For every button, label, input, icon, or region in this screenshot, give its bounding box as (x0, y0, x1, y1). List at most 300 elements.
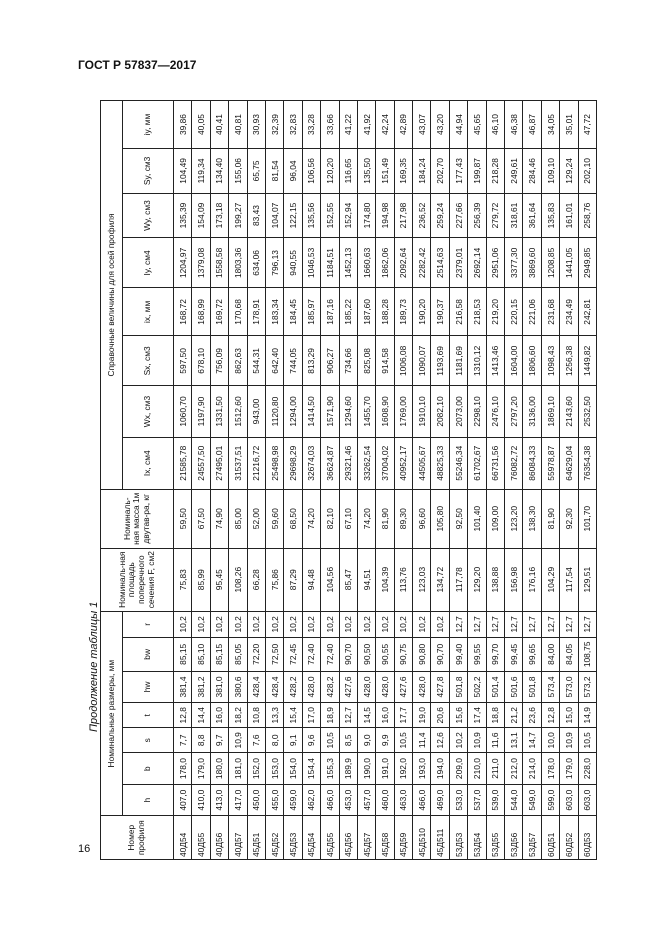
value-cell: 61702,67 (468, 437, 486, 489)
value-cell: 212,0 (505, 753, 523, 785)
value-cell: 23,6 (523, 703, 541, 728)
value-cell: 249,61 (505, 149, 523, 194)
value-cell: 3869,60 (523, 238, 541, 288)
value-cell: 1193,69 (431, 336, 449, 386)
value-cell: 154,4 (302, 753, 320, 785)
value-cell: 10,5 (394, 728, 412, 753)
value-cell: 83,43 (247, 193, 265, 238)
value-cell: 427,6 (339, 671, 357, 703)
value-cell: 129,24 (560, 149, 578, 194)
value-cell: 1455,70 (357, 386, 375, 437)
value-cell: 104,39 (376, 548, 394, 611)
value-cell: 428,2 (284, 671, 302, 703)
value-cell: 544,31 (247, 336, 265, 386)
value-cell: 10,2 (431, 611, 449, 637)
value-cell: 10,2 (394, 611, 412, 637)
table-row (560, 101, 578, 860)
value-cell: 573,4 (541, 671, 559, 703)
value-cell: 44505,67 (413, 437, 431, 489)
value-cell: 642,40 (265, 336, 283, 386)
value-cell: 178,0 (541, 753, 559, 785)
value-cell: 10,2 (302, 611, 320, 637)
value-cell: 12,7 (578, 611, 596, 637)
value-cell: 227,66 (449, 193, 467, 238)
profile-number-cell: 45Д59 (394, 816, 412, 860)
value-cell: 192,0 (394, 753, 412, 785)
value-cell: 10,9 (229, 728, 247, 753)
value-cell: 48825,33 (431, 437, 449, 489)
value-cell: 381,4 (174, 671, 192, 703)
value-cell: 8,8 (192, 728, 210, 753)
table-row (486, 101, 504, 860)
table-row (284, 101, 302, 860)
value-cell: 906,27 (321, 336, 339, 386)
value-cell: 2532,50 (578, 386, 596, 437)
value-cell: 43,07 (413, 101, 431, 149)
value-cell: 113,76 (394, 548, 412, 611)
value-cell: 1512,60 (229, 386, 247, 437)
value-cell: 43,20 (431, 101, 449, 149)
value-cell: 55246,34 (449, 437, 467, 489)
value-cell: 219,20 (486, 288, 504, 336)
value-cell: 15,6 (449, 703, 467, 728)
value-cell: 178,0 (174, 753, 192, 785)
value-cell: 15,4 (284, 703, 302, 728)
value-cell: 59,60 (265, 489, 283, 548)
value-cell: 82,10 (321, 489, 339, 548)
value-cell: 10,2 (210, 611, 228, 637)
value-cell: 501,4 (486, 671, 504, 703)
value-cell: 597,50 (174, 336, 192, 386)
value-cell: 14,4 (192, 703, 210, 728)
value-cell: 37004,02 (376, 437, 394, 489)
header-mass: Номиналь-ная масса 1м двутав-ра, кг (101, 489, 174, 548)
value-cell: 74,20 (302, 489, 320, 548)
value-cell: 101,40 (468, 489, 486, 548)
value-cell: 74,90 (210, 489, 228, 548)
table-row (339, 101, 357, 860)
value-cell: 179,0 (192, 753, 210, 785)
value-cell: 2073,00 (449, 386, 467, 437)
value-cell: 1558,58 (210, 238, 228, 288)
value-cell: 75,83 (174, 548, 192, 611)
value-cell: 185,97 (302, 288, 320, 336)
value-cell: 72,40 (302, 637, 320, 671)
value-cell: 109,10 (541, 149, 559, 194)
value-cell: 381,0 (210, 671, 228, 703)
column-header: r (123, 611, 174, 637)
value-cell: 744,05 (284, 336, 302, 386)
value-cell: 428,0 (376, 671, 394, 703)
column-header: Sy, см3 (123, 149, 174, 194)
value-cell: 943,00 (247, 386, 265, 437)
value-cell: 361,64 (523, 193, 541, 238)
value-cell: 10,2 (449, 728, 467, 753)
value-cell: 46,87 (523, 101, 541, 149)
value-cell: 12,7 (339, 703, 357, 728)
value-cell: 32,83 (284, 101, 302, 149)
profile-number-cell: 40Д57 (229, 816, 247, 860)
table-row (376, 101, 394, 860)
value-cell: 1256,38 (560, 336, 578, 386)
value-cell: 12,7 (541, 611, 559, 637)
value-cell: 501,8 (449, 671, 467, 703)
value-cell: 74,20 (357, 489, 375, 548)
profile-number-cell: 60Д53 (578, 816, 596, 860)
value-cell: 10,2 (339, 611, 357, 637)
value-cell: 544,0 (505, 784, 523, 816)
value-cell: 29698,29 (284, 437, 302, 489)
value-cell: 17,0 (302, 703, 320, 728)
value-cell: 1449,82 (578, 336, 596, 386)
profile-number-cell: 53Д53 (449, 816, 467, 860)
value-cell: 428,0 (413, 671, 431, 703)
value-cell: 123,03 (413, 548, 431, 611)
value-cell: 152,94 (339, 193, 357, 238)
value-cell: 96,04 (284, 149, 302, 194)
value-cell: 9,6 (302, 728, 320, 753)
value-cell: 104,29 (541, 548, 559, 611)
value-cell: 634,06 (247, 238, 265, 288)
value-cell: 1806,60 (523, 336, 541, 386)
value-cell: 40952,17 (394, 437, 412, 489)
value-cell: 129,20 (468, 548, 486, 611)
value-cell: 10,0 (541, 728, 559, 753)
value-cell: 68,50 (284, 489, 302, 548)
value-cell: 17,4 (468, 703, 486, 728)
value-cell: 153,0 (265, 753, 283, 785)
value-cell: 75,86 (265, 548, 283, 611)
profile-number-cell: 45Д54 (302, 816, 320, 860)
value-cell: 86084,33 (523, 437, 541, 489)
value-cell: 152,55 (321, 193, 339, 238)
value-cell: 99,70 (486, 637, 504, 671)
value-cell: 45,65 (468, 101, 486, 149)
profile-number-cell: 45Д55 (321, 816, 339, 860)
value-cell: 40,81 (229, 101, 247, 149)
value-cell: 81,54 (265, 149, 283, 194)
value-cell: 181,0 (229, 753, 247, 785)
value-cell: 52,00 (247, 489, 265, 548)
value-cell: 67,10 (339, 489, 357, 548)
table-row (229, 101, 247, 860)
value-cell: 1660,63 (357, 238, 375, 288)
value-cell: 44,94 (449, 101, 467, 149)
value-cell: 151,49 (376, 149, 394, 194)
value-cell: 10,2 (376, 611, 394, 637)
value-cell: 453,0 (339, 784, 357, 816)
value-cell: 29321,46 (339, 437, 357, 489)
value-cell: 40,05 (192, 101, 210, 149)
value-cell: 427,6 (394, 671, 412, 703)
value-cell: 12,7 (523, 611, 541, 637)
value-cell: 502,2 (468, 671, 486, 703)
value-cell: 117,78 (449, 548, 467, 611)
value-cell: 549,0 (523, 784, 541, 816)
column-header: iy, мм (123, 101, 174, 149)
value-cell: 154,09 (192, 193, 210, 238)
value-cell: 501,6 (505, 671, 523, 703)
value-cell: 25498,98 (265, 437, 283, 489)
value-cell: 65,75 (247, 149, 265, 194)
value-cell: 30,93 (247, 101, 265, 149)
column-header: Ix, см4 (123, 437, 174, 489)
value-cell: 105,80 (431, 489, 449, 548)
value-cell: 176,16 (523, 548, 541, 611)
value-cell: 84,00 (541, 637, 559, 671)
value-cell: 756,09 (210, 336, 228, 386)
value-cell: 106,56 (302, 149, 320, 194)
table-row (449, 101, 467, 860)
table-row (357, 101, 375, 860)
value-cell: 258,76 (578, 193, 596, 238)
value-cell: 184,24 (413, 149, 431, 194)
column-header: Wx, см3 (123, 386, 174, 437)
value-cell: 12,7 (468, 611, 486, 637)
value-cell: 152,0 (247, 753, 265, 785)
value-cell: 407,0 (174, 784, 192, 816)
value-cell: 459,0 (284, 784, 302, 816)
value-cell: 450,0 (247, 784, 265, 816)
value-cell: 10,2 (265, 611, 283, 637)
profile-number-cell: 53Д56 (505, 816, 523, 860)
value-cell: 183,34 (265, 288, 283, 336)
value-cell: 211,0 (486, 753, 504, 785)
value-cell: 796,13 (265, 238, 283, 288)
value-cell: 539,0 (486, 784, 504, 816)
value-cell: 95,45 (210, 548, 228, 611)
value-cell: 2092,64 (394, 238, 412, 288)
value-cell: 8,5 (339, 728, 357, 753)
value-cell: 1862,06 (376, 238, 394, 288)
profile-number-cell: 53Д55 (486, 816, 504, 860)
value-cell: 55978,87 (541, 437, 559, 489)
value-cell: 90,50 (357, 637, 375, 671)
table-row (523, 101, 541, 860)
value-cell: 174,80 (357, 193, 375, 238)
value-cell: 155,3 (321, 753, 339, 785)
value-cell: 218,53 (468, 288, 486, 336)
table-row (247, 101, 265, 860)
value-cell: 32,39 (265, 101, 283, 149)
value-cell: 1452,13 (339, 238, 357, 288)
value-cell: 15,0 (560, 703, 578, 728)
value-cell: 14,9 (578, 703, 596, 728)
profile-number-cell: 45Д57 (357, 816, 375, 860)
value-cell: 428,4 (247, 671, 265, 703)
value-cell: 84,05 (560, 637, 578, 671)
header-area: Номиналь-ная площадь поперечного сечения F, см2 (101, 548, 174, 611)
value-cell: 462,0 (302, 784, 320, 816)
profile-number-cell: 53Д57 (523, 816, 541, 860)
value-cell: 210,0 (468, 753, 486, 785)
value-cell: 1060,70 (174, 386, 192, 437)
table-row (302, 101, 320, 860)
profile-number-cell: 60Д52 (560, 816, 578, 860)
value-cell: 155,06 (229, 149, 247, 194)
value-cell: 47,72 (578, 101, 596, 149)
column-header: Iy, см4 (123, 238, 174, 288)
value-cell: 90,75 (394, 637, 412, 671)
value-cell: 533,0 (449, 784, 467, 816)
value-cell: 123,20 (505, 489, 523, 548)
value-cell: 1294,60 (339, 386, 357, 437)
value-cell: 862,63 (229, 336, 247, 386)
value-cell: 101,70 (578, 489, 596, 548)
value-cell: 12,7 (505, 611, 523, 637)
value-cell: 469,0 (431, 784, 449, 816)
value-cell: 573,0 (560, 671, 578, 703)
value-cell: 117,54 (560, 548, 578, 611)
value-cell: 678,10 (192, 336, 210, 386)
value-cell: 90,70 (339, 637, 357, 671)
value-cell: 242,81 (578, 288, 596, 336)
value-cell: 1413,46 (486, 336, 504, 386)
value-cell: 2282,42 (413, 238, 431, 288)
table-row (578, 101, 596, 860)
value-cell: 236,52 (413, 193, 431, 238)
value-cell: 20,6 (431, 703, 449, 728)
value-cell: 734,66 (339, 336, 357, 386)
value-cell: 135,56 (302, 193, 320, 238)
table-row (394, 101, 412, 860)
value-cell: 104,56 (321, 548, 339, 611)
value-cell: 13,1 (505, 728, 523, 753)
value-cell: 33,66 (321, 101, 339, 149)
value-cell: 169,72 (210, 288, 228, 336)
value-cell: 940,55 (284, 238, 302, 288)
value-cell: 3136,00 (523, 386, 541, 437)
value-cell: 135,39 (174, 193, 192, 238)
value-cell: 417,0 (229, 784, 247, 816)
value-cell: 85,05 (229, 637, 247, 671)
profile-number-cell: 53Д54 (468, 816, 486, 860)
value-cell: 2797,20 (505, 386, 523, 437)
value-cell: 1769,00 (394, 386, 412, 437)
value-cell: 10,2 (413, 611, 431, 637)
header-reference-values: Справочные величины для осей профиля (101, 101, 123, 490)
value-cell: 18,8 (486, 703, 504, 728)
value-cell: 10,2 (174, 611, 192, 637)
value-cell: 21,2 (505, 703, 523, 728)
value-cell: 64629,04 (560, 437, 578, 489)
value-cell: 16,0 (376, 703, 394, 728)
profile-number-cell: 45Д51 (247, 816, 265, 860)
value-cell: 134,72 (431, 548, 449, 611)
value-cell: 428,0 (302, 671, 320, 703)
value-cell: 188,28 (376, 288, 394, 336)
value-cell: 99,45 (505, 637, 523, 671)
value-cell: 14,7 (523, 728, 541, 753)
value-cell: 72,40 (321, 637, 339, 671)
value-cell: 12,6 (431, 728, 449, 753)
value-cell: 279,72 (486, 193, 504, 238)
value-cell: 72,50 (265, 637, 283, 671)
value-cell: 66731,56 (486, 437, 504, 489)
value-cell: 603,0 (578, 784, 596, 816)
value-cell: 1098,43 (541, 336, 559, 386)
value-cell: 85,15 (174, 637, 192, 671)
value-cell: 94,48 (302, 548, 320, 611)
value-cell: 199,27 (229, 193, 247, 238)
profile-number-cell: 40Д56 (210, 816, 228, 860)
value-cell: 189,9 (339, 753, 357, 785)
value-cell: 90,80 (413, 637, 431, 671)
value-cell: 1910,10 (413, 386, 431, 437)
value-cell: 256,39 (468, 193, 486, 238)
value-cell: 2298,10 (468, 386, 486, 437)
value-cell: 460,0 (376, 784, 394, 816)
value-cell: 413,0 (210, 784, 228, 816)
value-cell: 381,2 (192, 671, 210, 703)
value-cell: 220,15 (505, 288, 523, 336)
profile-number-cell: 40Д54 (174, 816, 192, 860)
value-cell: 10,2 (229, 611, 247, 637)
value-cell: 10,9 (468, 728, 486, 753)
value-cell: 59,50 (174, 489, 192, 548)
value-cell: 13,3 (265, 703, 283, 728)
value-cell: 463,0 (394, 784, 412, 816)
value-cell: 67,50 (192, 489, 210, 548)
value-cell: 161,01 (560, 193, 578, 238)
value-cell: 1184,51 (321, 238, 339, 288)
value-cell: 217,98 (394, 193, 412, 238)
value-cell: 813,29 (302, 336, 320, 386)
value-cell: 1604,00 (505, 336, 523, 386)
table-row (174, 101, 192, 860)
value-cell: 135,50 (357, 149, 375, 194)
value-cell: 202,10 (578, 149, 596, 194)
table-row (505, 101, 523, 860)
value-cell: 120,20 (321, 149, 339, 194)
value-cell: 46,38 (505, 101, 523, 149)
value-cell: 1197,90 (192, 386, 210, 437)
profile-number-cell: 45Д56 (339, 816, 357, 860)
value-cell: 184,45 (284, 288, 302, 336)
table-row (541, 101, 559, 860)
value-cell: 428,2 (321, 671, 339, 703)
profile-number-cell: 45Д511 (431, 816, 449, 860)
table-row (210, 101, 228, 860)
value-cell: 2379,01 (449, 238, 467, 288)
value-cell: 116,65 (339, 149, 357, 194)
value-cell: 2476,10 (486, 386, 504, 437)
value-cell: 36624,87 (321, 437, 339, 489)
value-cell: 1204,97 (174, 238, 192, 288)
value-cell: 1046,53 (302, 238, 320, 288)
value-cell: 76354,38 (578, 437, 596, 489)
value-cell: 66,28 (247, 548, 265, 611)
value-cell: 191,0 (376, 753, 394, 785)
column-header: hw (123, 671, 174, 703)
value-cell: 179,0 (560, 753, 578, 785)
profile-table (100, 100, 597, 860)
value-cell: 96,60 (413, 489, 431, 548)
value-cell: 2951,06 (486, 238, 504, 288)
value-cell: 1208,85 (541, 238, 559, 288)
value-cell: 85,47 (339, 548, 357, 611)
value-cell: 11,4 (413, 728, 431, 753)
value-cell: 41,92 (357, 101, 375, 149)
value-cell: 17,7 (394, 703, 412, 728)
header-nominal-dimensions: Номинальные размеры, мм (101, 611, 123, 816)
value-cell: 1090,07 (413, 336, 431, 386)
value-cell: 18,9 (321, 703, 339, 728)
value-cell: 92,50 (449, 489, 467, 548)
value-cell: 1869,10 (541, 386, 559, 437)
value-cell: 21585,78 (174, 437, 192, 489)
value-cell: 168,72 (174, 288, 192, 336)
